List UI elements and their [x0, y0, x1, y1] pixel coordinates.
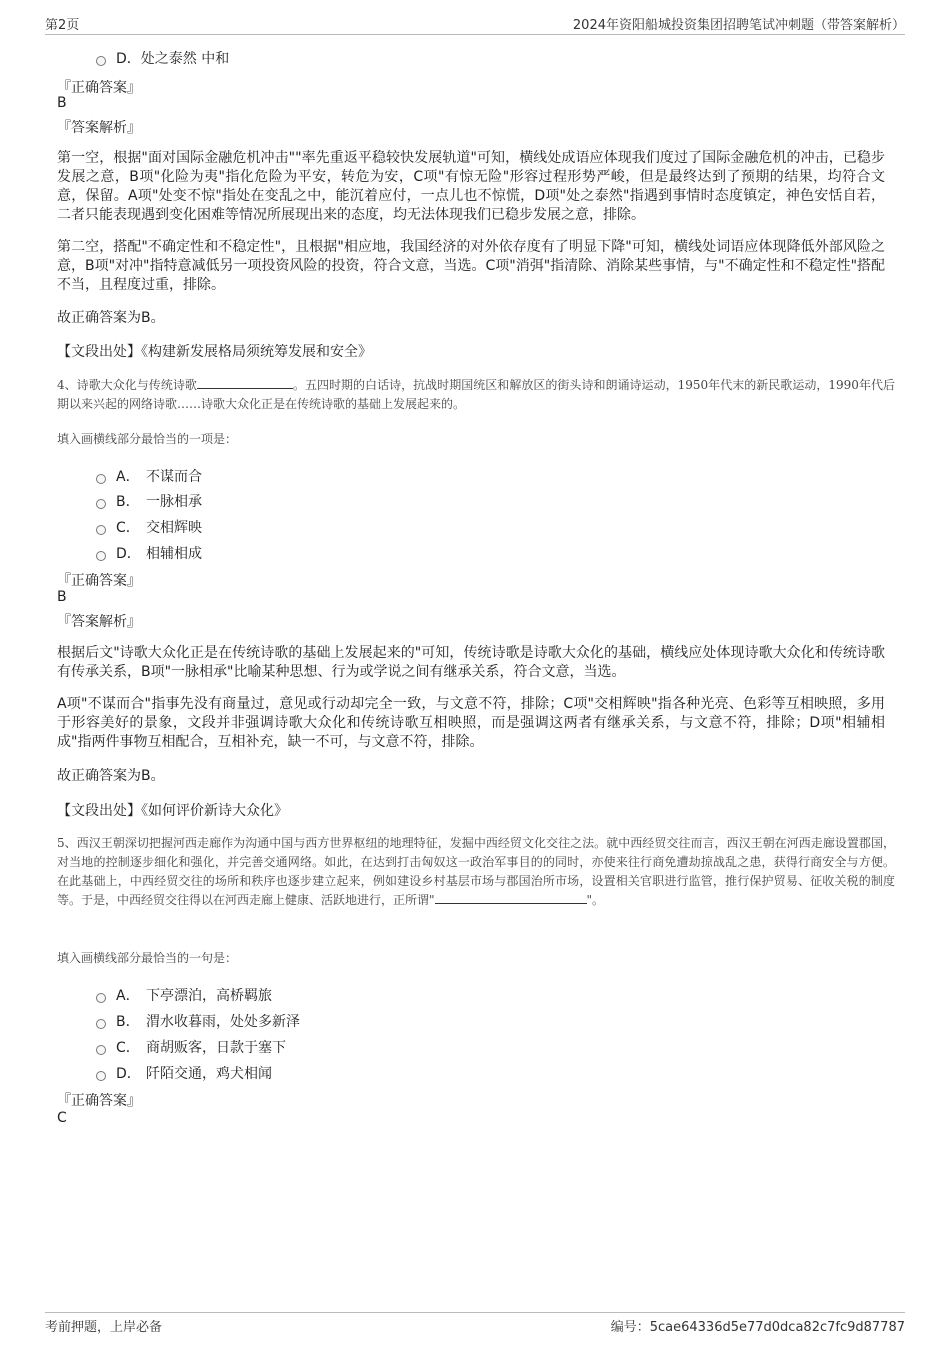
q5-option-text: 下亭漂泊，高桥羁旅: [146, 988, 272, 1004]
q5-stem: [57, 834, 895, 910]
q5-answer-label: 『正确答案』: [57, 1093, 141, 1109]
q3-analysis-label: 『答案解析』: [57, 120, 141, 136]
radio-icon[interactable]: [96, 56, 106, 66]
q5-option-text: 阡陌交通，鸡犬相闻: [146, 1066, 272, 1082]
q3-option-d[interactable]: [96, 48, 229, 68]
q4-option-text: 不谋而合: [146, 469, 202, 485]
page-header: [45, 14, 905, 35]
radio-icon[interactable]: [96, 474, 106, 484]
q5-prompt: 填入画横线部分最恰当的一句是：: [57, 951, 238, 965]
q4-stem-rest: 。五四时期的白话诗，抗战时期国统区和解放区的街头诗和朗诵诗运动，1950年代末的新民歌运动，1990年代后期以来兴起的网络诗歌……诗歌大众化正是在传统诗歌的基础上发展起来的。: [57, 378, 895, 411]
radio-icon[interactable]: [96, 1071, 106, 1081]
q4-option-letter: D．: [116, 546, 141, 562]
q3-analysis-paragraph-1: 第一空，根据"面对国际金融危机冲击""率先重返平稳较快发展轨道"可知，横线处成语应体现我们度过了国际金融危机的冲击，已稳步发展之意，B项"化险为夷"指化危险为平安，转危为安，C项"有惊无险"形容过程形势严峻，但是最终达到了预期的结果，均符合文意，保留。A项"处变不惊"指处在变乱之中，能沉着应付，一点儿也不惊慌，D项"处之泰然"指遇到事情时态度镇定，神色安恬自若，二者只能表现遇到变化困难等情况所展现出来的态度，均无法体现我们已稳步发展之意，排除。: [57, 150, 885, 223]
q4-option-letter: C．: [116, 520, 140, 536]
q5-option-letter: B．: [116, 1014, 140, 1030]
q4-analysis-label: 『答案解析』: [57, 614, 141, 630]
q4-option-b[interactable]: [96, 491, 202, 511]
q5-option-d[interactable]: [96, 1063, 272, 1083]
q4-stem-start: 4、诗歌大众化与传统诗歌: [57, 378, 197, 392]
page-footer: [45, 1312, 905, 1335]
q4-conclusion: 故正确答案为B。: [57, 768, 165, 784]
q5-answer: C: [57, 1110, 67, 1126]
q4-prompt: 填入画横线部分最恰当的一项是：: [57, 432, 238, 446]
q4-option-a[interactable]: [96, 466, 202, 486]
q5-stem-end: "。: [586, 893, 605, 907]
q3-conclusion: 故正确答案为B。: [57, 310, 165, 326]
q4-option-text: 交相辉映: [146, 520, 202, 536]
q5-stem-text: 5、西汉王朝深切把握河西走廊作为沟通中国与西方世界枢纽的地理特征，发掘中西经贸文化交往之法。就中西经贸交往而言，西汉王朝在河西走廊设置郡国，对当地的控制逐步细化和强化，并完善交通网络。如此，在达到打击匈奴这一政治军事目的的同时，亦使来往行商免遭劫掠战乱之患，获得行商安全与方便。在此基础上，中西经贸交往的场所和秩序也逐步建立起来，例如建设乡村基层市场与郡国治所市场，设置相关官职进行监管，推行保护贸易、征收关税的制度等。于是，中西经贸交往得以在河西走廊上健康、活跃地进行，正所谓": [57, 836, 895, 907]
q4-option-text: 相辅相成: [146, 546, 202, 562]
radio-icon[interactable]: [96, 993, 106, 1003]
q3-option-d-text: D．处之泰然 中和: [116, 51, 230, 67]
q3-answer-label: 『正确答案』: [57, 80, 141, 96]
q3-answer: B: [57, 95, 67, 111]
footer-slogan: 考前押题，上岸必备: [45, 1320, 163, 1335]
q4-analysis-paragraph-2: A项"不谋而合"指事先没有商量过，意见或行动却完全一致，与文意不符，排除；C项"交相辉映"指各种光亮、色彩等互相映照，多用于形容美好的景象，文段并非强调诗歌大众化和传统诗歌互相映照，而是强调这两者有继承关系，与文意不符，排除；D项"相辅相成"指两件事物互相配合，互相补充，缺一不可，与文意不符，排除。: [57, 696, 885, 750]
page-number: 第2页: [45, 18, 80, 33]
q4-option-d[interactable]: [96, 543, 202, 563]
q4-answer-label: 『正确答案』: [57, 573, 141, 589]
q4-analysis-paragraph-1: 根据后文"诗歌大众化正是在传统诗歌的基础上发展起来的"可知，传统诗歌是诗歌大众化的基础，横线应处体现诗歌大众化和传统诗歌有传承关系，B项"一脉相承"比喻某种思想、行为或学说之间有继承关系，符合文意，当选。: [57, 645, 885, 680]
q5-blank: [435, 891, 587, 904]
radio-icon[interactable]: [96, 1045, 106, 1055]
q4-option-text: 一脉相承: [146, 494, 202, 510]
q5-option-text: 渭水收暮雨，处处多新泽: [146, 1014, 300, 1030]
q5-option-letter: C．: [116, 1040, 140, 1056]
radio-icon[interactable]: [96, 525, 106, 535]
q5-option-letter: D．: [116, 1066, 141, 1082]
q4-stem: [57, 376, 895, 414]
footer-serial: [611, 1316, 905, 1335]
document-title: 2024年资阳船城投资集团招聘笔试冲刺题（带答案解析）: [572, 18, 905, 33]
q5-option-text: 商胡贩客，日款于塞下: [146, 1040, 286, 1056]
q4-option-c[interactable]: [96, 517, 202, 537]
q3-analysis-paragraph-2: 第二空，搭配"不确定性和不稳定性"，且根据"相应地，我国经济的对外依存度有了明显下降"可知，横线处词语应体现降低外部风险之意，B项"对冲"指特意减低另一项投资风险的投资，符合文意，当选。C项"消弭"指清除、消除某些事情，与"不确定性和不稳定性"搭配不当，且程度过重，排除。: [57, 239, 886, 293]
serial-label: 编号：: [610, 1320, 650, 1335]
q3-source: 【文段出处】《构建新发展格局须统筹发展和安全》: [57, 344, 372, 360]
q4-option-letter: A．: [116, 469, 140, 485]
q5-option-b[interactable]: [96, 1011, 300, 1031]
q4-option-letter: B．: [116, 494, 140, 510]
q4-blank: [197, 376, 293, 389]
q5-option-a[interactable]: [96, 985, 272, 1005]
radio-icon[interactable]: [96, 1019, 106, 1029]
q5-option-c[interactable]: [96, 1037, 286, 1057]
radio-icon[interactable]: [96, 499, 106, 509]
q5-option-letter: A．: [116, 988, 140, 1004]
serial-number: 5cae64336d5e77d0dca82c7fc9d87787: [649, 1320, 905, 1335]
q4-answer: B: [57, 589, 67, 605]
q4-source: 【文段出处】《如何评价新诗大众化》: [57, 803, 288, 819]
radio-icon[interactable]: [96, 551, 106, 561]
